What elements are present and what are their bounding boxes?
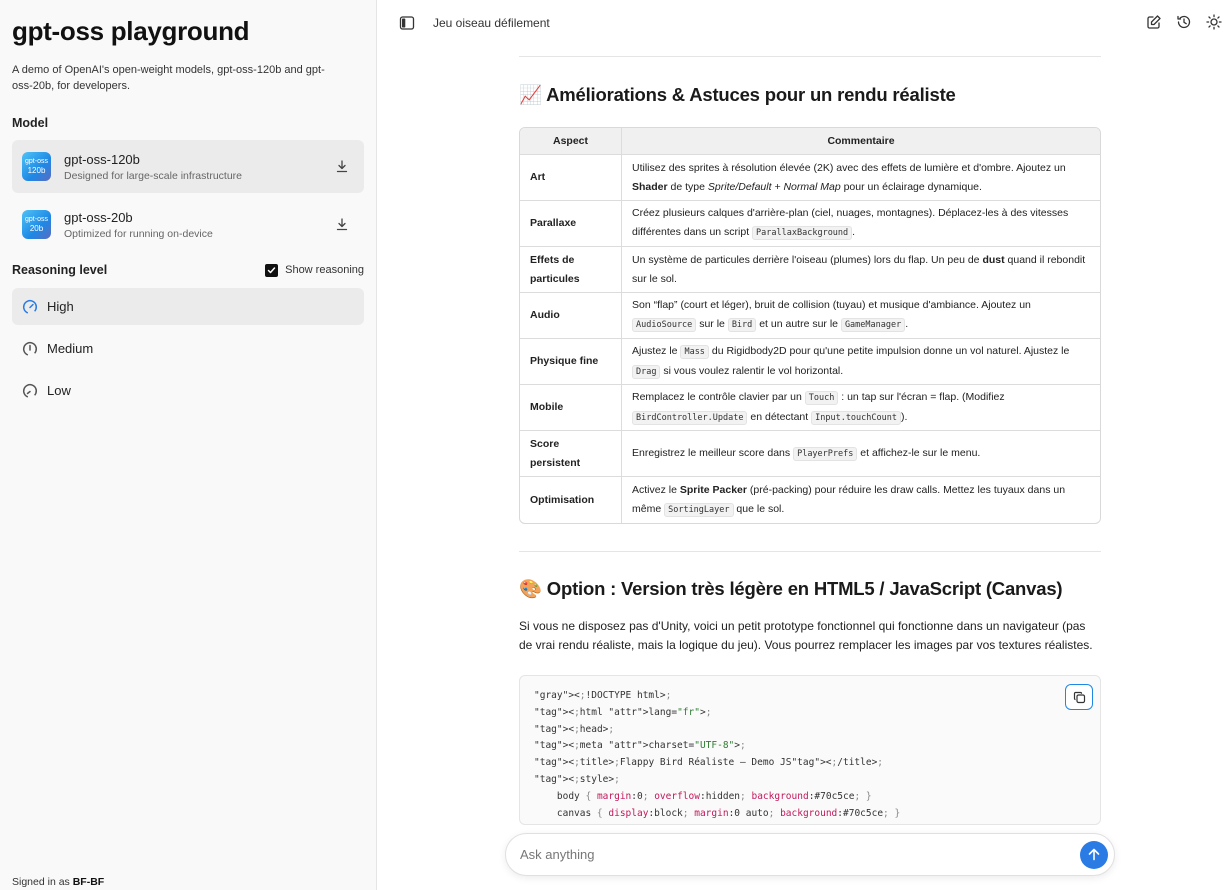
section-heading-improvements: 📈 Améliorations & Astuces pour un rendu réaliste xyxy=(519,84,956,105)
copy-code-button[interactable] xyxy=(1065,684,1093,710)
inline-code: SortingLayer xyxy=(664,503,733,517)
history-icon[interactable] xyxy=(1176,14,1192,30)
send-button[interactable] xyxy=(1080,841,1108,869)
reasoning-level-list xyxy=(12,288,364,409)
italic-text: Sprite/Default + Normal Map xyxy=(707,180,841,193)
reasoning-level-label: Low xyxy=(47,383,71,398)
arrow-up-icon xyxy=(1088,848,1100,861)
divider xyxy=(519,551,1101,552)
code-line: "tag"><;style>; xyxy=(534,773,620,785)
text-run: quand il rebondit sur le sol. xyxy=(632,253,1086,285)
inline-code: Drag xyxy=(632,365,660,379)
cell-aspect: Effets de particules xyxy=(520,247,622,293)
text-run: de type xyxy=(667,180,708,193)
text-run: et un autre sur le xyxy=(756,318,841,330)
model-section-label: Model xyxy=(12,116,49,130)
cell-comment xyxy=(622,247,1100,293)
sidebar-toggle-icon[interactable] xyxy=(399,15,415,31)
signed-in-status xyxy=(12,876,104,888)
download-icon[interactable] xyxy=(334,217,350,233)
bold-text: dust xyxy=(982,253,1005,266)
cell-aspect: Physique fine xyxy=(520,339,622,385)
reasoning-section-label: Reasoning level xyxy=(12,263,108,277)
text-run: sur le xyxy=(696,318,728,330)
table-row xyxy=(520,293,1100,339)
app-title: gpt-oss playground xyxy=(12,16,250,46)
reasoning-level-medium[interactable] xyxy=(12,330,364,367)
top-actions xyxy=(1146,14,1222,30)
table-row xyxy=(520,385,1100,431)
sidebar xyxy=(0,0,377,890)
model-option-gpt-oss-20b[interactable] xyxy=(12,198,364,251)
reasoning-level-label: High xyxy=(47,299,74,314)
chat-content xyxy=(519,56,1101,825)
cell-comment xyxy=(622,293,1100,339)
model-logo-icon xyxy=(22,210,51,239)
theme-toggle-icon[interactable] xyxy=(1206,14,1222,30)
code-line: "tag"><;head>; xyxy=(534,723,615,735)
model-list xyxy=(12,140,364,251)
section-heading-html5-option: 🎨 Option : Version très légère en HTML5 / JavaScript (Canvas) xyxy=(519,578,1063,599)
code-lines xyxy=(534,688,1086,822)
bold-text: Sprite Packer xyxy=(679,483,747,496)
chat-input-bar[interactable] xyxy=(505,833,1115,876)
table-row xyxy=(520,431,1100,477)
checkbox-checked-icon[interactable] xyxy=(265,264,278,277)
inline-code: BirdController.Update xyxy=(632,411,747,425)
main-panel xyxy=(377,0,1230,890)
show-reasoning-label: Show reasoning xyxy=(285,264,364,276)
code-line: "tag"><;meta "attr">charset="UTF-8">; xyxy=(534,740,746,752)
chat-title: Jeu oiseau défilement xyxy=(433,16,550,30)
text-run: que le sol. xyxy=(733,502,785,515)
inline-code: Bird xyxy=(728,318,756,332)
text-run: Activez le xyxy=(632,483,680,496)
app-description: A demo of OpenAI's open-weight models, gpt-oss-120b and gpt-oss-20b, for developers. xyxy=(12,64,325,92)
tips-table xyxy=(519,127,1101,524)
divider xyxy=(519,56,1101,57)
text-run: Un système de particules derrière l'oiseau (plumes) lors du flap. Un peu de xyxy=(632,253,983,266)
inline-code: Touch xyxy=(805,391,839,405)
text-run: en détectant xyxy=(747,410,812,423)
model-text xyxy=(64,152,334,182)
show-reasoning-toggle[interactable] xyxy=(265,264,364,277)
model-logo-icon xyxy=(22,152,51,181)
inline-code: Input.touchCount xyxy=(811,411,901,425)
intro-paragraph: Si vous ne disposez pas d'Unity, voici un petit prototype fonctionnel qui fonctionne dans un navigateur (pas de vrai rendu réaliste, mais la logique du jeu). Vous pourrez remplacer les images par vos textures réalistes. xyxy=(519,619,1093,652)
code-line: body { margin:0; overflow:hidden; background:#70c5ce; } xyxy=(534,790,872,802)
copy-icon xyxy=(1073,691,1086,704)
reasoning-level-low[interactable] xyxy=(12,372,364,409)
text-run: Enregistrez le meilleur score dans xyxy=(632,446,794,459)
text-run: Utilisez des sprites à résolution élevée (2K) avec des effets de lumière et d'ombre. Ajoutez un xyxy=(632,161,1066,174)
text-run: Remplacez le contrôle clavier par un xyxy=(632,390,805,403)
text-run: (pré-packing) pour réduire les draw calls. Mettez les tuyaux dans un même xyxy=(632,483,1066,515)
text-run: . xyxy=(905,318,909,330)
text-run: . xyxy=(852,226,856,238)
cell-comment xyxy=(622,339,1100,385)
gauge-medium-icon xyxy=(22,341,38,357)
code-line: canvas { display:block; margin:0 auto; background:#70c5ce; } xyxy=(534,807,901,819)
code-line: "tag"><;title>;Flappy Bird Réaliste – Demo JS"tag"><;/title>; xyxy=(534,757,884,769)
column-header-aspect: Aspect xyxy=(520,128,622,155)
text-run: si vous voulez ralentir le vol horizontal. xyxy=(660,364,844,377)
bold-text: Shader xyxy=(632,180,668,193)
cell-aspect: Art xyxy=(520,155,622,201)
table-row xyxy=(520,247,1100,293)
inline-code: GameManager xyxy=(841,318,905,332)
signed-in-prefix: Signed in as xyxy=(12,876,70,888)
code-line: "tag"><;html "attr">lang="fr">; xyxy=(534,706,712,718)
reasoning-level-high[interactable] xyxy=(12,288,364,325)
cell-comment xyxy=(622,385,1100,431)
code-block xyxy=(519,675,1101,825)
cell-comment xyxy=(622,201,1100,247)
table-row xyxy=(520,155,1100,201)
model-text xyxy=(64,210,334,240)
model-name: gpt-oss-120b xyxy=(64,151,140,167)
cell-aspect: Mobile xyxy=(520,385,622,431)
model-logo-top: gpt-oss xyxy=(25,158,48,165)
text-run: Ajustez le xyxy=(632,344,681,357)
message-input[interactable]: Ask anything xyxy=(520,847,595,862)
top-bar xyxy=(377,0,1230,46)
gauge-high-icon xyxy=(22,299,38,315)
cell-aspect: Score persistent xyxy=(520,431,622,477)
table-row xyxy=(520,477,1100,523)
text-run: ). xyxy=(901,410,908,423)
inline-code: ParallaxBackground xyxy=(752,226,852,240)
reasoning-level-label: Medium xyxy=(47,341,94,356)
model-subtitle: Optimized for running on-device xyxy=(64,227,213,240)
code-line: "gray"><;!DOCTYPE html>; xyxy=(534,690,672,701)
signed-in-user: BF-BF xyxy=(72,876,105,888)
cell-comment xyxy=(622,155,1100,201)
text-run: pour un éclairage dynamique. xyxy=(840,180,982,193)
reasoning-header xyxy=(12,263,364,277)
model-logo-bottom: 120b xyxy=(27,166,46,175)
inline-code: AudioSource xyxy=(632,318,696,332)
inline-code: Mass xyxy=(680,345,708,359)
download-icon[interactable] xyxy=(334,159,350,175)
text-run: du Rigidbody2D pour qu'une petite impulsion donne un vol naturel. Ajustez le xyxy=(708,344,1070,357)
column-header-comment: Commentaire xyxy=(622,128,1100,155)
cell-aspect: Optimisation xyxy=(520,477,622,523)
cell-aspect: Audio xyxy=(520,293,622,339)
model-logo-bottom: 20b xyxy=(29,224,44,233)
table-row xyxy=(520,339,1100,385)
text-run: Son “flap” (court et léger), bruit de collision (tuyau) et musique d'ambiance. Ajoutez un xyxy=(632,299,1031,311)
cell-aspect: Parallaxe xyxy=(520,201,622,247)
text-run: et affichez-le sur le menu. xyxy=(857,446,981,459)
table-header-row xyxy=(520,128,1100,155)
text-run: : un tap sur l'écran = flap. (Modifiez xyxy=(838,390,1005,403)
text-run: Créez plusieurs calques d'arrière-plan (ciel, nuages, montagnes). Déplacez-les à des vitesses différentes dans un script xyxy=(632,207,1069,238)
model-logo-top: gpt-oss xyxy=(25,216,48,223)
inline-code: PlayerPrefs xyxy=(793,447,857,461)
table-row xyxy=(520,201,1100,247)
model-name: gpt-oss-20b xyxy=(64,209,133,225)
table-body xyxy=(520,155,1100,523)
cell-comment xyxy=(622,477,1100,523)
new-chat-icon[interactable] xyxy=(1146,14,1162,30)
gauge-low-icon xyxy=(22,383,38,399)
model-option-gpt-oss-120b[interactable] xyxy=(12,140,364,193)
cell-comment xyxy=(622,431,1100,477)
model-subtitle: Designed for large-scale infrastructure xyxy=(64,169,242,182)
